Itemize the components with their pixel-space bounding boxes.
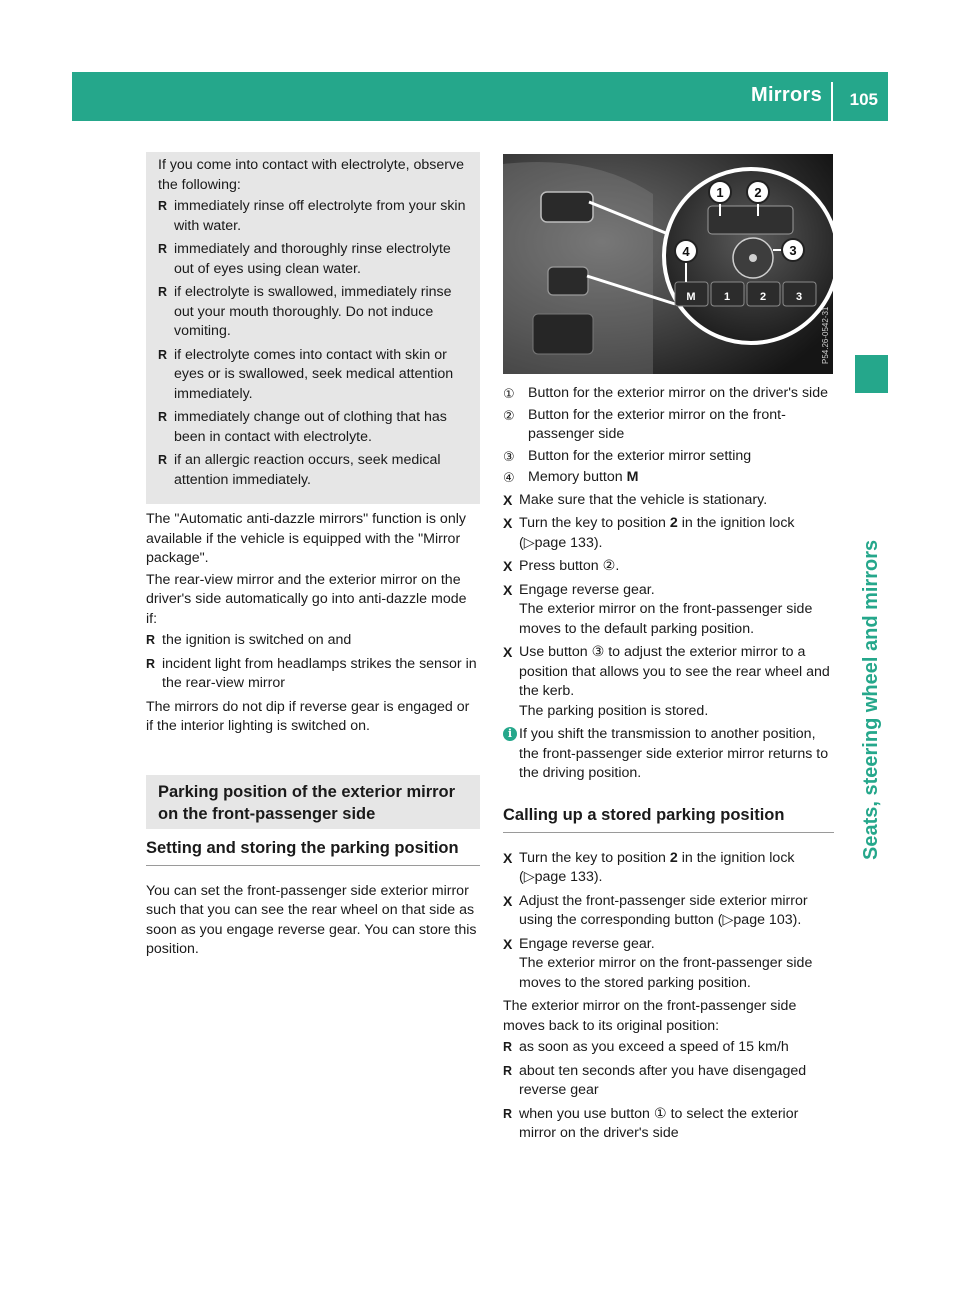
door-control-photo	[503, 154, 833, 374]
paragraph: The mirrors do not dip if reverse gear is engaged or if the interior lighting is switched on.	[146, 698, 470, 734]
legend-bold: M	[626, 469, 639, 485]
legend-number: ①	[503, 386, 515, 401]
page-ref-link[interactable]: page 103).	[733, 912, 802, 928]
list-item: R if electrolyte is swallowed, immediately rinse out your mouth thoroughly. Do not induce vomiting.	[158, 283, 472, 342]
preset-button-label: 3	[795, 291, 803, 303]
step-marker: X	[503, 935, 513, 952]
left-column	[146, 152, 480, 962]
legend-text: Button for the exterior mirror on the front-passenger side	[528, 406, 786, 442]
header-divider	[831, 82, 833, 121]
paragraph: The rear-view mirror and the exterior mirror on the driver's side automatically go into anti-dazzle mode if:	[146, 571, 467, 627]
right-column	[503, 384, 834, 1148]
step-result: The exterior mirror on the front-passenger side moves to the default parking position.	[519, 601, 813, 637]
step-text: in the ignition lock (	[519, 515, 795, 551]
page-ref-arrow: ▷	[523, 534, 535, 551]
list-item	[503, 1105, 834, 1144]
step-text: Make sure that the vehicle is stationary.	[519, 491, 768, 508]
step-text: .	[615, 558, 620, 574]
step-text: Press button	[519, 558, 603, 574]
section-title: Parking position of the exterior mirror on the front-passenger side	[146, 775, 480, 829]
step-text: Turn the key to position	[519, 515, 670, 531]
list-item: R the ignition is switched on and	[146, 631, 480, 651]
legend-number: ④	[503, 470, 515, 485]
step	[503, 514, 834, 553]
step	[503, 491, 834, 511]
step-text: in the ignition lock (	[519, 849, 795, 885]
page-title: Mirrors	[750, 84, 822, 106]
list-item: R immediately rinse off electrolyte from your skin with water.	[158, 197, 472, 236]
page-number: 105	[849, 90, 878, 109]
list-item: R about ten seconds after you have disengaged reverse gear	[503, 1062, 834, 1101]
chapter-label: Seats, steering wheel and mirrors	[860, 539, 882, 860]
step-marker: X	[503, 491, 513, 508]
warning-box	[146, 152, 480, 504]
step	[503, 849, 834, 888]
step-number: ②	[602, 558, 616, 574]
page-ref-link[interactable]: page 133).	[534, 534, 603, 551]
step-marker: X	[503, 644, 513, 660]
callout-4: 4	[682, 244, 690, 259]
step-marker: X	[503, 849, 513, 866]
info-note	[503, 725, 834, 784]
list-item: R if an allergic reaction occurs, seek medical attention immediately.	[158, 451, 472, 490]
list-number: ①	[653, 1105, 667, 1122]
legend-item	[503, 447, 834, 467]
condition-list	[146, 631, 480, 694]
page-ref-link[interactable]: page 133).	[534, 869, 603, 885]
step-text: Adjust the front-passenger side exterior mirror using the corresponding button (	[519, 892, 808, 928]
legend-item	[503, 384, 834, 404]
step	[503, 643, 834, 721]
paragraph: The "Automatic anti-dazzle mirrors" function is only available if the vehicle is equipped with the "Mirror package".	[146, 511, 466, 566]
step	[503, 557, 834, 577]
info-text: If you shift the transmission to another position, the front-passenger side exterior mirror returns to the driving position.	[519, 726, 829, 781]
list-text: when you use button	[519, 1105, 654, 1122]
step	[503, 892, 834, 931]
preset-button-label: 2	[759, 291, 767, 303]
paragraph: You can set the front-passenger side exterior mirror such that you can see the rear wheel on that side as soon as you engage reverse gear. You can store this position.	[146, 882, 477, 957]
step-marker: X	[503, 515, 513, 531]
step-text: Engage reverse gear.	[519, 935, 655, 952]
legend-text: Memory button	[528, 469, 627, 485]
info-icon: i	[503, 727, 517, 741]
preset-button-label: 1	[723, 291, 731, 303]
step-marker: X	[503, 581, 513, 598]
step	[503, 935, 834, 994]
header-bar	[72, 72, 888, 121]
step-bold: 2	[669, 849, 678, 866]
step-result: The exterior mirror on the front-passenger side moves to the stored parking position.	[519, 955, 813, 991]
list-item: R as soon as you exceed a speed of 15 km/h	[503, 1038, 834, 1058]
step-number: ③	[591, 644, 605, 660]
step-marker: X	[503, 558, 513, 574]
page-ref-arrow: ▷	[523, 869, 535, 885]
list-item: R if electrolyte comes into contact with skin or eyes or is swallowed, seek medical attention immediately.	[158, 346, 472, 405]
list-item: R immediately and thoroughly rinse electrolyte out of eyes using clean water.	[158, 240, 472, 279]
callout-3: 3	[789, 243, 797, 258]
step-marker: X	[503, 892, 513, 909]
step-bold: 2	[669, 515, 678, 531]
return-list	[503, 1038, 834, 1144]
callout-2: 2	[754, 185, 762, 200]
step-text: Engage reverse gear.	[519, 581, 655, 598]
legend-number: ③	[503, 448, 515, 464]
step-text: Use button	[519, 644, 592, 660]
step-text: Turn the key to position	[519, 849, 670, 866]
step-result: The parking position is stored.	[519, 702, 709, 719]
subheading: Setting and storing the parking position	[146, 837, 480, 866]
step-text: to adjust the exterior mirror to a position that allows you to see the rear wheel and the kerb.	[519, 644, 830, 699]
list-text: to select the exterior mirror on the driver's side	[519, 1105, 799, 1141]
door-panel-illustration	[503, 154, 833, 374]
figure-code: P54.26-0542-31	[821, 306, 830, 364]
legend-text: Button for the exterior mirror on the driver's side	[528, 385, 828, 401]
list-item: R incident light from headlamps strikes the sensor in the rear-view mirror	[146, 655, 480, 694]
legend-number: ②	[503, 407, 515, 423]
step	[503, 581, 834, 640]
legend-text: Button for the exterior mirror setting	[528, 447, 752, 464]
list-item: R immediately change out of clothing that has been in contact with electrolyte.	[158, 408, 472, 447]
page-ref-arrow: ▷	[722, 912, 734, 928]
warning-intro: If you come into contact with electrolyte, observe the following:	[158, 157, 464, 193]
legend-item	[503, 406, 834, 445]
callout-1: 1	[716, 185, 724, 200]
legend-item	[503, 468, 834, 488]
warning-list	[158, 197, 472, 490]
memory-button-label: M	[686, 291, 696, 303]
paragraph: The exterior mirror on the front-passenger side moves back to its original position:	[503, 998, 797, 1034]
subheading: Calling up a stored parking position	[503, 804, 834, 833]
